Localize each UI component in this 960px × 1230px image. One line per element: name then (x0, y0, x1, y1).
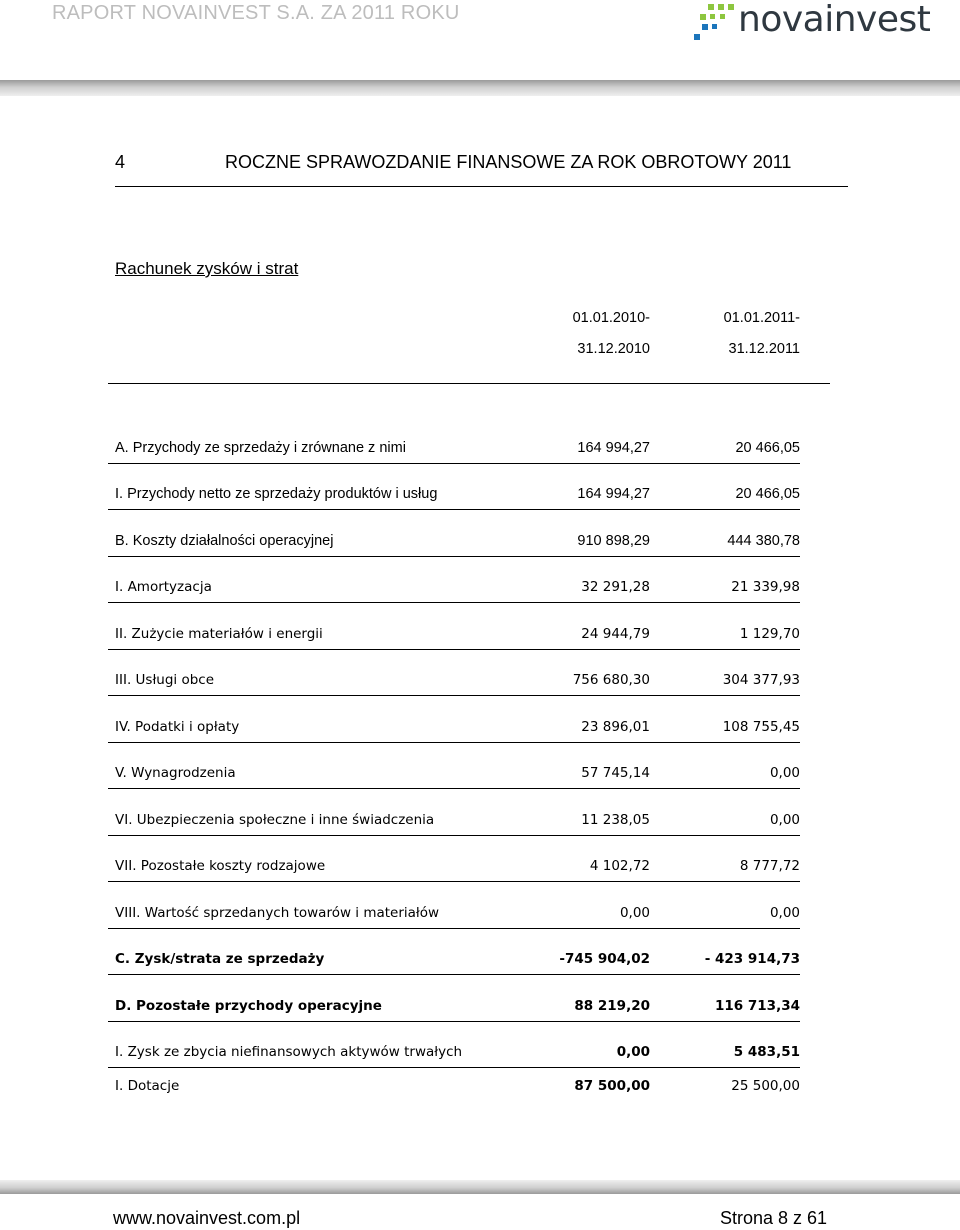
col2-period-start: 01.01.2011- (723, 310, 800, 326)
table-row (108, 743, 800, 789)
col1-period-start: 01.01.2010- (572, 310, 650, 326)
table-row (108, 604, 800, 650)
table-row (108, 976, 800, 1022)
row-value-2011: 20 466,05 (735, 440, 800, 456)
row-divider (108, 509, 800, 510)
footer-url[interactable]: www.novainvest.com.pl (113, 1208, 301, 1228)
footer-rule (0, 1180, 960, 1194)
row-label: C. Zysk/strata ze sprzedaży (115, 951, 325, 967)
table-row (108, 464, 800, 510)
row-divider (108, 602, 800, 603)
row-value-2010: 4 102,72 (589, 858, 650, 874)
row-value-2011: 108 755,45 (722, 719, 800, 735)
row-value-2011: 0,00 (769, 905, 800, 921)
table-row (108, 1069, 800, 1102)
row-label: I. Zysk ze zbycia niefinansowych aktywów trwałych (115, 1044, 463, 1060)
table-row (108, 511, 800, 557)
section-number: 4 (115, 152, 126, 172)
page-number: Strona 8 z 61 (720, 1208, 828, 1228)
col2-period-end: 31.12.2011 (728, 341, 800, 357)
row-value-2010: 0,00 (619, 905, 650, 921)
row-value-2011: 20 466,05 (735, 486, 800, 502)
row-label: D. Pozostałe przychody operacyjne (115, 998, 382, 1014)
logo-dots-icon (690, 0, 738, 46)
table-row (108, 883, 800, 929)
row-label: IV. Podatki i opłaty (115, 719, 240, 735)
row-value-2011: 0,00 (769, 765, 800, 781)
table-row (108, 836, 800, 882)
heading-underline (115, 186, 848, 187)
row-value-2011: 116 713,34 (715, 998, 800, 1014)
row-value-2010: 756 680,30 (572, 672, 650, 688)
row-value-2011: 21 339,98 (731, 579, 800, 595)
row-value-2011: 25 500,00 (731, 1078, 800, 1094)
row-value-2010: 164 994,27 (577, 486, 650, 502)
company-logo (690, 0, 960, 48)
row-value-2010: 910 898,29 (577, 533, 650, 549)
col1-period-end: 31.12.2010 (577, 341, 650, 357)
row-value-2011: 0,00 (769, 812, 800, 828)
row-value-2010: 87 500,00 (574, 1078, 650, 1094)
row-value-2010: 32 291,28 (581, 579, 650, 595)
row-divider (108, 788, 800, 789)
row-label: B. Koszty działalności operacyjnej (115, 533, 334, 549)
row-label: I. Przychody netto ze sprzedaży produktów i usług (115, 486, 438, 502)
row-value-2010: 88 219,20 (574, 998, 650, 1014)
row-label: A. Przychody ze sprzedaży i zrównane z nimi (115, 440, 406, 456)
section-title: ROCZNE SPRAWOZDANIE FINANSOWE ZA ROK OBROTOWY 2011 (225, 152, 792, 172)
row-value-2011: 304 377,93 (722, 672, 800, 688)
header-title: RAPORT NOVAINVEST S.A. ZA 2011 ROKU (52, 2, 460, 24)
row-value-2011: 8 777,72 (739, 858, 800, 874)
row-value-2010: 11 238,05 (581, 812, 650, 828)
row-label: I. Amortyzacja (115, 579, 212, 595)
logo-text: novainvest (738, 0, 931, 40)
row-value-2011: 1 129,70 (739, 626, 800, 642)
row-value-2010: 0,00 (616, 1044, 650, 1060)
table-row (108, 418, 800, 464)
row-value-2011: 444 380,78 (727, 533, 800, 549)
table-row (108, 557, 800, 603)
table-row (108, 790, 800, 836)
row-value-2011: 5 483,51 (733, 1044, 800, 1060)
row-value-2010: -745 904,02 (559, 951, 650, 967)
row-label: V. Wynagrodzenia (115, 765, 236, 781)
statement-title: Rachunek zysków i strat (115, 259, 299, 278)
row-divider (108, 695, 800, 696)
table-row (108, 929, 800, 975)
header-rule (0, 80, 960, 96)
table-row (108, 650, 800, 696)
row-label: III. Usługi obce (115, 672, 215, 688)
row-value-2010: 164 994,27 (577, 440, 650, 456)
row-value-2011: - 423 914,73 (704, 951, 800, 967)
row-value-2010: 23 896,01 (581, 719, 650, 735)
row-divider (108, 881, 800, 882)
row-label: VIII. Wartość sprzedanych towarów i materiałów (115, 905, 440, 921)
row-label: VI. Ubezpieczenia społeczne i inne świadczenia (115, 812, 435, 828)
row-label: II. Zużycie materiałów i energii (115, 626, 323, 642)
row-divider (108, 974, 800, 975)
table-row (108, 1022, 800, 1068)
row-divider (108, 1067, 800, 1068)
header-separator (108, 383, 830, 384)
row-label: I. Dotacje (115, 1078, 180, 1094)
row-value-2010: 57 745,14 (581, 765, 650, 781)
table-row (108, 697, 800, 743)
row-label: VII. Pozostałe koszty rodzajowe (115, 858, 326, 874)
row-value-2010: 24 944,79 (581, 626, 650, 642)
